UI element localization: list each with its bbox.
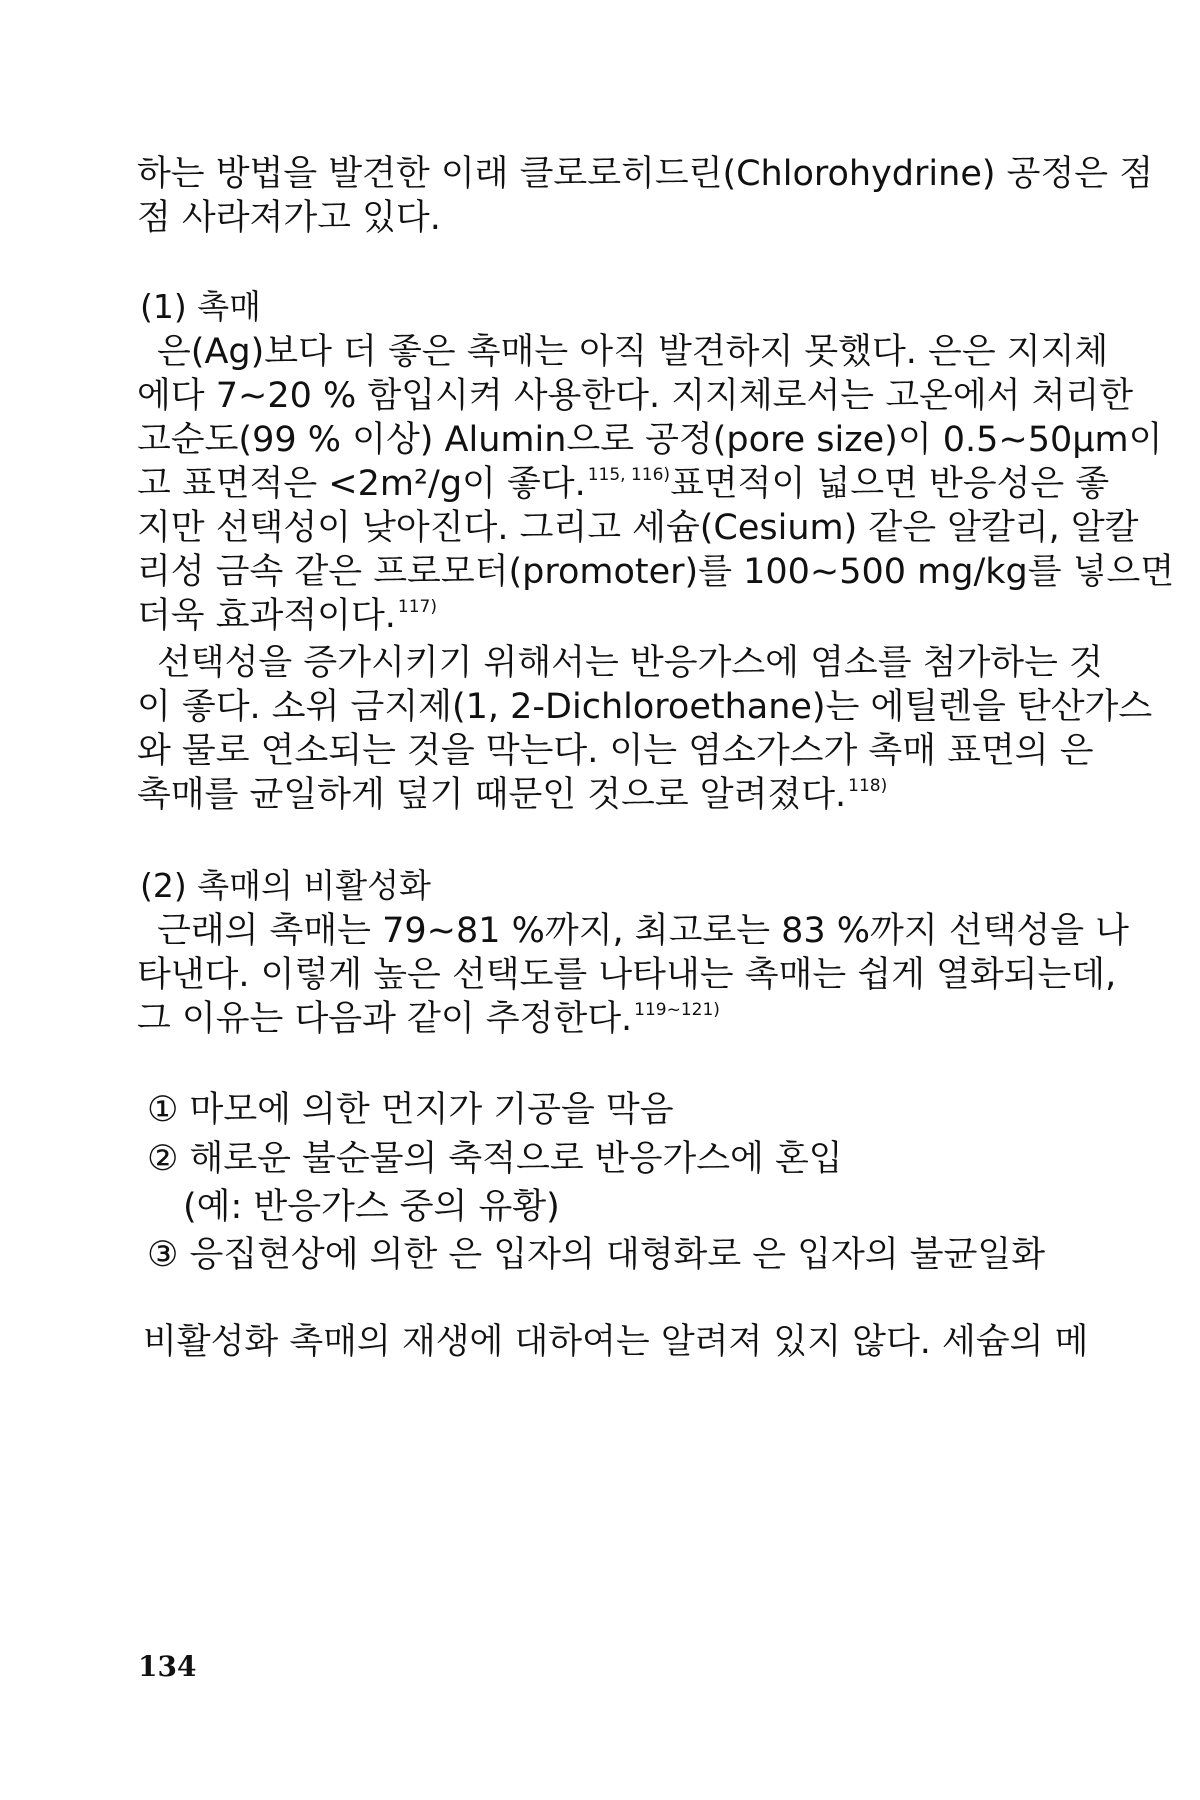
body-text-line: 타낸다. 이렇게 높은 선택도를 나타내는 촉매는 쉽게 열화되는데, — [137, 955, 1117, 995]
body-text-line: 비활성화 촉매의 재생에 대하여는 알려져 있지 않다. 세슘의 메 — [143, 1322, 1089, 1362]
list-item: ② 해로운 불순물의 축적으로 반응가스에 혼입 — [147, 1139, 843, 1179]
body-text-line — [137, 773, 1037, 823]
list-item-note: (예: 반응가스 중의 유황) — [183, 1187, 560, 1227]
body-text-line: 와 물로 연소되는 것을 막는다. 이는 염소가스가 촉매 표면의 은 — [137, 731, 1094, 771]
body-text-line: 이 좋다. 소위 금지제(1, 2-Dichloroethane)는 에틸렌을 탄산가스 — [137, 687, 1153, 727]
body-text-line — [137, 594, 1037, 644]
body-text-line: 은(Ag)보다 더 좋은 촉매는 아직 발견하지 못했다. 은은 지지체 — [157, 332, 1109, 372]
section-heading: (2) 촉매의 비활성화 — [140, 866, 431, 905]
body-text-line: 고순도(99 % 이상) Alumin으로 공정(pore size)이 0.5~50μm이 — [137, 420, 1163, 460]
body-text-line: 리성 금속 같은 프로모터(promoter)를 100~500 mg/kg를 넣으면 — [137, 552, 1175, 592]
body-text-line: 근래의 촉매는 79~81 %까지, 최고로는 83 %까지 선택성을 나 — [157, 911, 1129, 951]
line-text: 촉매를 균일하게 덮기 때문인 것으로 알려졌다. — [137, 775, 847, 815]
body-text-line: 점 사라져가고 있다. — [137, 198, 441, 238]
section-heading: (1) 촉매 — [140, 287, 261, 326]
line-part: 표면적이 넓으면 반응성은 좋 — [670, 464, 1110, 504]
citation-superscript: 118) — [848, 776, 888, 796]
citation-superscript: 119~121) — [634, 1000, 720, 1020]
body-text-line: 하는 방법을 발견한 이래 클로로히드린(Chlorohydrine) 공정은 점 — [137, 154, 1153, 194]
page-number: 134 — [138, 1650, 197, 1683]
body-text-line — [137, 997, 1037, 1047]
line-text: 고 표면적은 <2m²/g이 좋다. — [137, 464, 586, 504]
body-text-line: 선택성을 증가시키기 위해서는 반응가스에 염소를 첨가하는 것 — [157, 643, 1103, 683]
citation-superscript: 115, 116) — [587, 465, 671, 485]
body-text-line: 에다 7~20 % 함입시켜 사용한다. 지지체로서는 고온에서 처리한 — [137, 376, 1134, 416]
line-text: 더욱 효과적이다. — [137, 596, 396, 636]
body-text-line — [137, 462, 1110, 512]
line-text: 그 이유는 다음과 같이 추정한다. — [137, 999, 633, 1039]
list-item: ③ 응집현상에 의한 은 입자의 대형화로 은 입자의 불균일화 — [147, 1235, 1046, 1275]
body-text-line: 지만 선택성이 낮아진다. 그리고 세슘(Cesium) 같은 알칼리, 알칼 — [137, 508, 1139, 548]
list-item: ① 마모에 의한 먼지가 기공을 막음 — [147, 1090, 674, 1130]
citation-superscript: 117) — [397, 597, 438, 617]
line-part — [137, 462, 670, 512]
